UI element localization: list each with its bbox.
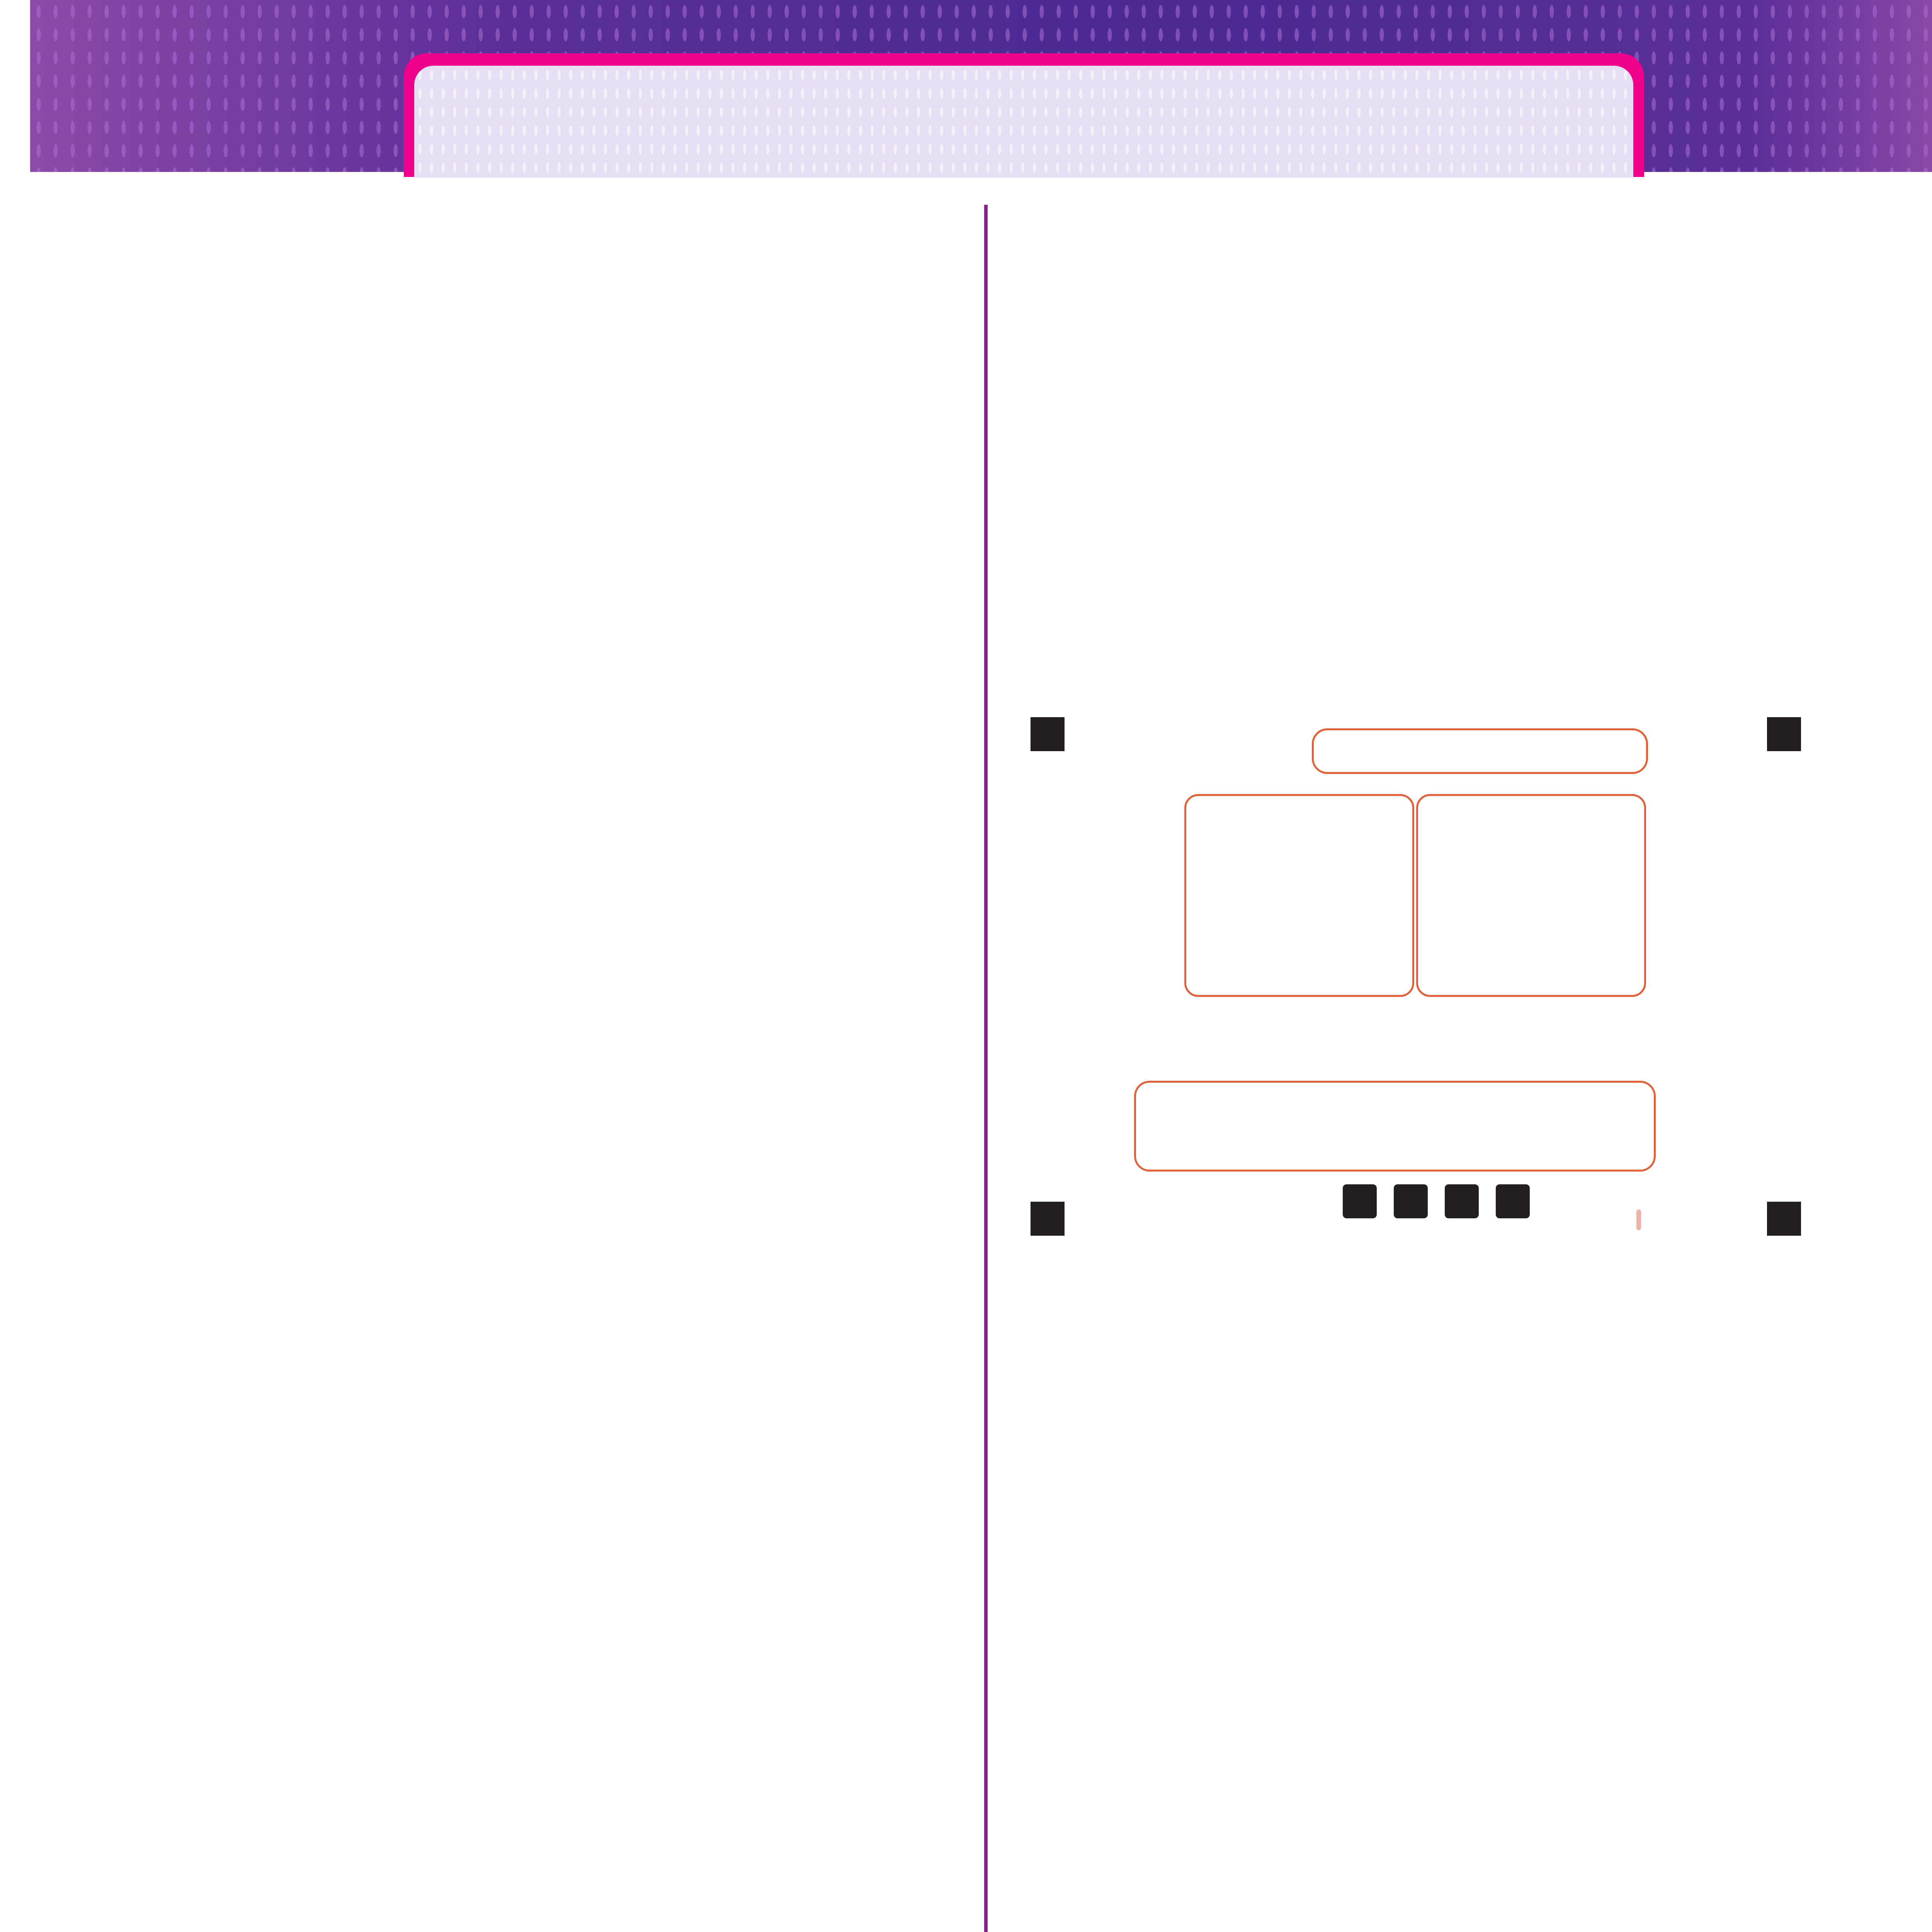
name-input[interactable] — [1312, 728, 1648, 774]
timing-mark — [1445, 1184, 1479, 1218]
answer-grid-left — [1184, 794, 1414, 997]
brand-pro — [1636, 1209, 1641, 1230]
column-divider — [984, 205, 988, 1932]
question-body — [228, 1466, 962, 1511]
brand-logo-modpro — [1636, 1209, 1641, 1230]
registration-mark — [1031, 1202, 1065, 1236]
title-tab-inner — [414, 66, 1633, 178]
timing-mark — [1343, 1184, 1377, 1218]
registration-mark — [1767, 1202, 1801, 1236]
registration-mark — [1767, 717, 1801, 751]
timing-mark — [1496, 1184, 1530, 1218]
question-body — [228, 201, 962, 269]
registration-mark — [1031, 717, 1065, 751]
timing-mark — [1394, 1184, 1428, 1218]
optik-no-box — [1134, 1081, 1656, 1172]
timing-marks — [1343, 1184, 1530, 1218]
answer-grid-right — [1416, 794, 1646, 997]
